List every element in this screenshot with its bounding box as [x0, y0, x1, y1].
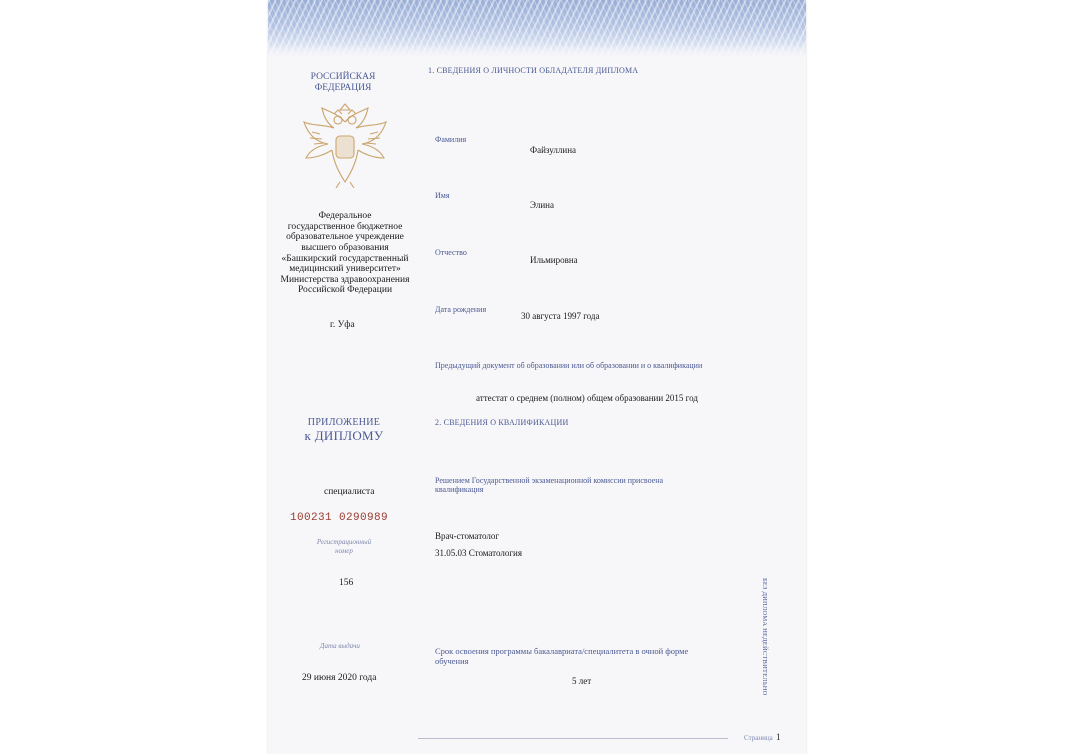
birth-date-value: 30 августа 1997 года [521, 311, 600, 321]
page-number: 1 [776, 732, 781, 742]
section2-title: 2. СВЕДЕНИЯ О КВАЛИФИКАЦИИ [435, 418, 569, 427]
coat-of-arms-icon [300, 102, 390, 188]
issue-date-label: Дата выдачи [320, 642, 360, 650]
appendix-title-line1: ПРИЛОЖЕНИЕ [307, 417, 381, 428]
page-label: Страница [744, 734, 773, 742]
country-name: РОССИЙСКАЯ ФЕДЕРАЦИЯ [310, 72, 376, 93]
last-name-label: Фамилия [435, 135, 467, 144]
last-name-value: Файзуллина [530, 145, 577, 155]
qualification-value: Врач-стоматолог [435, 531, 500, 541]
appendix-title-line2: к ДИПЛОМУ [304, 428, 384, 443]
qualification-level: специалиста [324, 487, 375, 497]
diploma-appendix-page [268, 0, 806, 754]
specialty-value: 31.05.03 Стоматология [435, 548, 523, 558]
registration-number: 156 [339, 578, 354, 588]
city: г. Уфа [330, 320, 355, 330]
organization-name: Федеральное государственное бюджетное образовательное учреждение высшего образования «Башкирский государственный медицинский университет» Министерства здравоохранения Российской Федерации [280, 211, 410, 296]
section1-title: 1. СВЕДЕНИЯ О ЛИЧНОСТИ ОБЛАДАТЕЛЯ ДИПЛОМА [428, 66, 639, 75]
issue-date: 29 июня 2020 года [302, 673, 377, 683]
validity-note-vertical: БЕЗ ДИПЛОМА НЕДЕЙСТВИТЕЛЬНО [761, 578, 768, 696]
birth-date-label: Дата рождения [435, 305, 487, 314]
study-period-value: 5 лет [572, 676, 592, 686]
qualification-decision-label: Решением Государственной экзаменационной комиссии присвоена квалификация [435, 476, 664, 495]
registration-number-label: Регистрационный номер [316, 538, 372, 555]
first-name-label: Имя [435, 191, 450, 200]
previous-document-label: Предыдущий документ об образовании или об образовании и о квалификации [435, 361, 703, 370]
previous-document-value: аттестат о среднем (полном) общем образовании 2015 год [476, 393, 698, 403]
patronymic-label: Отчество [435, 248, 467, 257]
guilloche-header-pattern [268, 0, 806, 58]
serial-number: 100231 0290989 [290, 512, 389, 524]
patronymic-value: Ильмировна [530, 255, 578, 265]
footer-divider [418, 738, 728, 739]
first-name-value: Элина [530, 200, 554, 210]
study-period-label: Срок освоения программы бакалавриата/специалитета в очной форме обучения [435, 646, 689, 666]
